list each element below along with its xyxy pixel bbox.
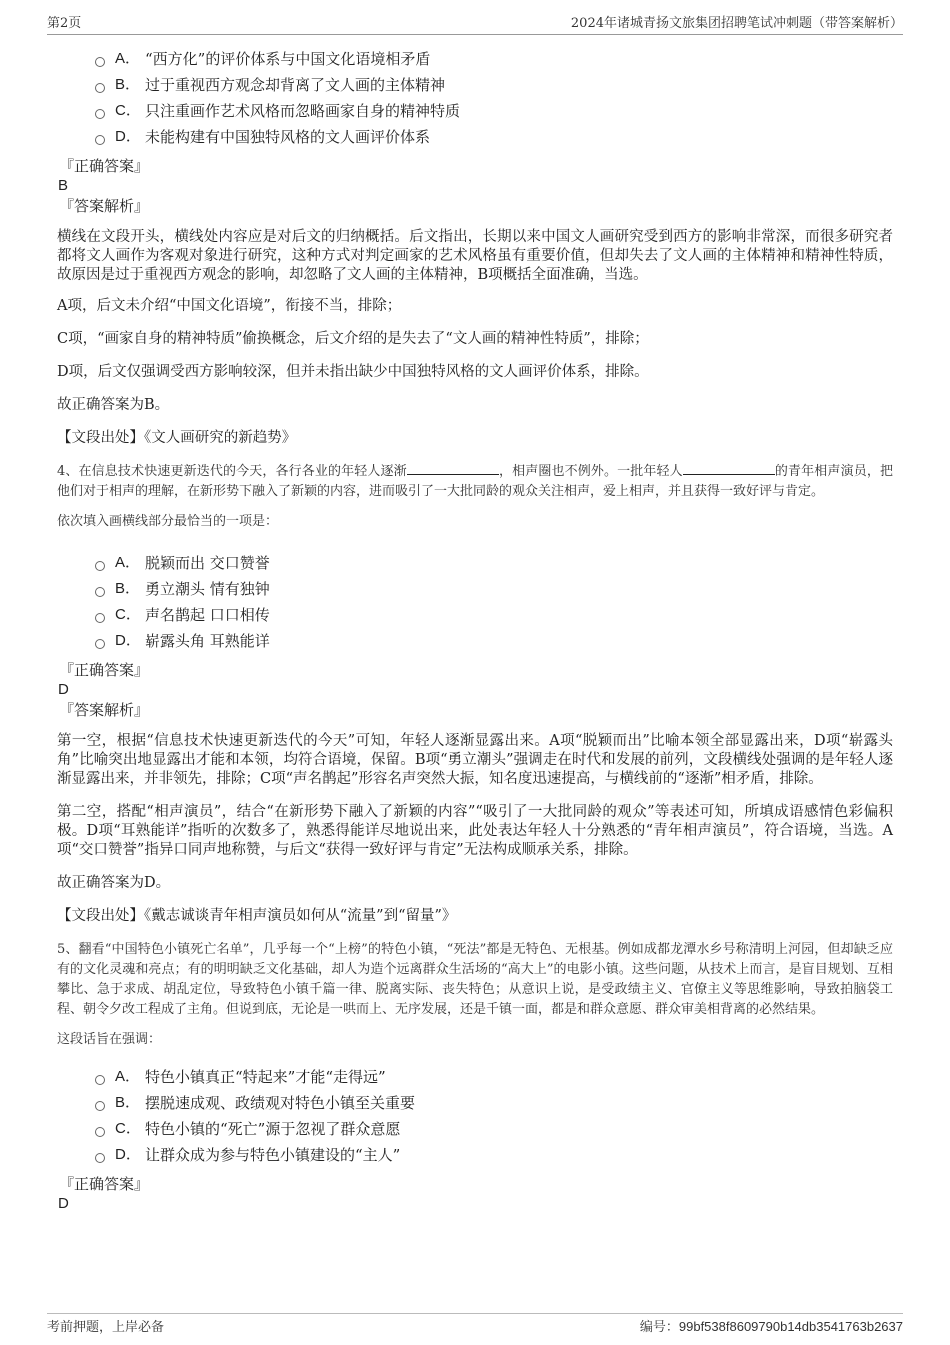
- radio-icon[interactable]: [95, 613, 105, 623]
- fill-blank: [683, 462, 775, 475]
- option-text: 特色小镇真正“特起来”才能“走得远”: [145, 1068, 386, 1086]
- q3-analysis-para: C项，“画家自身的精神特质”偷换概念，后文介绍的是失去了“文人画的精神性特质”，排除；: [57, 331, 649, 347]
- q4-answer-tag: 『正确答案』: [59, 661, 150, 679]
- radio-icon[interactable]: [95, 1127, 105, 1137]
- radio-icon[interactable]: [95, 83, 105, 93]
- q5-answer: D: [58, 1195, 69, 1212]
- code-label: 编号：: [639, 1320, 679, 1335]
- q4-option-d[interactable]: [95, 628, 893, 654]
- q4-source: 【文段出处】《戴志诚谈青年相声演员如何从“流量”到“留量”》: [57, 908, 457, 924]
- option-text: 摆脱速成观、政绩观对特色小镇至关重要: [145, 1094, 416, 1112]
- option-letter: B．: [115, 76, 141, 93]
- code-value: 99bf538f8609790b14db3541763b2637: [678, 1319, 903, 1334]
- option-letter: D．: [115, 1146, 141, 1163]
- q3-analysis-tag: 『答案解析』: [59, 197, 150, 215]
- radio-icon[interactable]: [95, 135, 105, 145]
- radio-icon[interactable]: [95, 587, 105, 597]
- q3-answer-tag: 『正确答案』: [59, 157, 150, 175]
- q4-analysis-para: 第一空，根据“信息技术快速更新迭代的今天”可知，年轻人逐渐显露出来。A项“脱颖而出”比喻本领全部显露出来，D项“崭露头角”比喻突出地显露出才能和本领，均符合语境，保留。B项“勇立潮头”强调走在时代和发展的前列，文段横线处强调的是年轻人逐渐显露出来，并非领先，排除；C项“声名鹊起”形容名声突然大振，知名度迅速提高，与横线前的“逐渐”相矛盾，排除。: [57, 733, 893, 787]
- option-text: 勇立潮头 情有独钟: [145, 580, 270, 598]
- q4-stem-part: 的青年相声演员，把他们对于相声的理解，在新形势下融入了新颖的内容，进而吸引了一大批同龄的观众关注相声，爱上相声，并且获得一致好评与肯定。: [57, 464, 893, 499]
- option-text: 只注重画作艺术风格而忽略画家自身的精神特质: [145, 102, 461, 120]
- radio-icon[interactable]: [95, 1153, 105, 1163]
- q5-prompt: 这段话旨在强调：: [57, 1032, 162, 1047]
- radio-icon[interactable]: [95, 57, 105, 67]
- option-text: 特色小镇的“死亡”源于忽视了群众意愿: [145, 1120, 401, 1138]
- option-letter: B．: [115, 1094, 141, 1111]
- q3-answer: B: [58, 177, 69, 194]
- radio-icon[interactable]: [95, 109, 105, 119]
- q4-prompt: 依次填入画横线部分最恰当的一项是：: [57, 514, 279, 529]
- q3-analysis-para: D项，后文仅强调受西方影响较深，但并未指出缺少中国独特风格的文人画评价体系，排除。: [57, 364, 649, 380]
- page-label: 第2页: [47, 16, 82, 31]
- q3-analysis-para: A项，后文未介绍“中国文化语境”，衔接不当，排除；: [57, 298, 402, 314]
- option-letter: B．: [115, 580, 141, 597]
- radio-icon[interactable]: [95, 561, 105, 571]
- q5-option-c[interactable]: [95, 1116, 893, 1142]
- q4-analysis-tag: 『答案解析』: [59, 701, 150, 719]
- q4-answer: D: [58, 681, 69, 698]
- q4-option-c[interactable]: [95, 602, 893, 628]
- page-header: [47, 12, 903, 35]
- option-text: 过于重视西方观念却背离了文人画的主体精神: [145, 76, 446, 94]
- option-letter: C．: [115, 102, 141, 119]
- q3-option-b[interactable]: [95, 72, 893, 98]
- option-letter: D．: [115, 632, 141, 649]
- document-title: 2024年诸城青扬文旅集团招聘笔试冲刺题（带答案解析）: [570, 16, 903, 31]
- q4-analysis-para: 第二空，搭配“相声演员”，结合“在新形势下融入了新颖的内容”“吸引了一大批同龄的观众”等表述可知，所填成语感情色彩偏积极。D项“耳熟能详”指听的次数多了，熟悉得能详尽地说出来，此处表达年轻人十分熟悉的“青年相声演员”，符合语境，当选。A项“交口赞誉”指异口同声地称赞，与后文“获得一致好评与肯定”无法构成顺承关系，排除。: [57, 804, 893, 858]
- option-letter: D．: [115, 128, 141, 145]
- option-letter: A．: [115, 1068, 141, 1085]
- q4-analysis-para: 故正确答案为D。: [57, 875, 171, 891]
- option-letter: A．: [115, 50, 141, 67]
- q5-answer-tag: 『正确答案』: [59, 1175, 150, 1193]
- option-letter: C．: [115, 1120, 141, 1137]
- page-content: [57, 46, 893, 1214]
- option-letter: C．: [115, 606, 141, 623]
- q3-source: 【文段出处】《文人画研究的新趋势》: [57, 430, 297, 446]
- radio-icon[interactable]: [95, 1075, 105, 1085]
- option-text: 让群众成为参与特色小镇建设的“主人”: [145, 1146, 401, 1164]
- option-text: 崭露头角 耳熟能详: [145, 632, 270, 650]
- q3-option-c[interactable]: [95, 98, 893, 124]
- q3-option-a[interactable]: [95, 46, 893, 72]
- q5-option-a[interactable]: [95, 1064, 893, 1090]
- q5-options: [95, 1064, 893, 1168]
- option-text: “西方化”的评价体系与中国文化语境相矛盾: [145, 50, 431, 68]
- q4-stem-part: ，相声圈也不例外。一批年轻人: [498, 464, 683, 479]
- option-text: 声名鹊起 口口相传: [145, 606, 270, 624]
- q3-analysis-para: 故正确答案为B。: [57, 397, 170, 413]
- q5-option-d[interactable]: [95, 1142, 893, 1168]
- q3-options: [95, 46, 893, 150]
- option-text: 未能构建有中国独特风格的文人画评价体系: [145, 128, 431, 146]
- q4-option-a[interactable]: [95, 550, 893, 576]
- footer-slogan: 考前押题，上岸必备: [47, 1320, 165, 1335]
- q3-analysis-para: 横线在文段开头，横线处内容应是对后文的归纳概括。后文指出，长期以来中国文人画研究受到西方的影响非常深，而很多研究者都将文人画作为客观对象进行研究，这种方式对判定画家的艺术风格虽有重要价值，但却失去了文人画的主体精神和精神性特质，故原因是过于重视西方观念的影响，却忽略了文人画的主体精神，B项概括全面准确，当选。: [57, 229, 893, 283]
- q4-option-b[interactable]: [95, 576, 893, 602]
- q4-stem-part: 4、在信息技术快速更新迭代的今天，各行各业的年轻人逐渐: [57, 464, 407, 479]
- option-text: 脱颖而出 交口赞誉: [145, 554, 270, 572]
- option-letter: A．: [115, 554, 141, 571]
- radio-icon[interactable]: [95, 1101, 105, 1111]
- document-code: [640, 1316, 903, 1335]
- page-footer: [47, 1313, 903, 1336]
- q5-option-b[interactable]: [95, 1090, 893, 1116]
- q3-option-d[interactable]: [95, 124, 893, 150]
- radio-icon[interactable]: [95, 639, 105, 649]
- q4-options: [95, 550, 893, 654]
- q5-stem: 5、翻看“中国特色小镇死亡名单”，几乎每一个“上榜”的特色小镇，“死法”都是无特色、无根基。例如成都龙潭水乡号称清明上河园，但却缺乏应有的文化灵魂和亮点；有的明明缺乏文化基础，却人为造个远离群众生活场的“高大上”的电影小镇。这些问题，从技术上而言，是盲目规划、互相攀比、急于求成、胡乱定位，导致特色小镇千篇一律、脱离实际、丧失特色；从意识上说，是受政绩主义、官僚主义等思维影响，导致拍脑袋工程、朝令夕改工程成了主角。但说到底，无论是一哄而上、无序发展，还是千镇一面，都是和群众意愿、群众审美相背离的必然结果。: [57, 942, 893, 1017]
- q4-stem: [57, 462, 893, 502]
- fill-blank: [407, 462, 499, 475]
